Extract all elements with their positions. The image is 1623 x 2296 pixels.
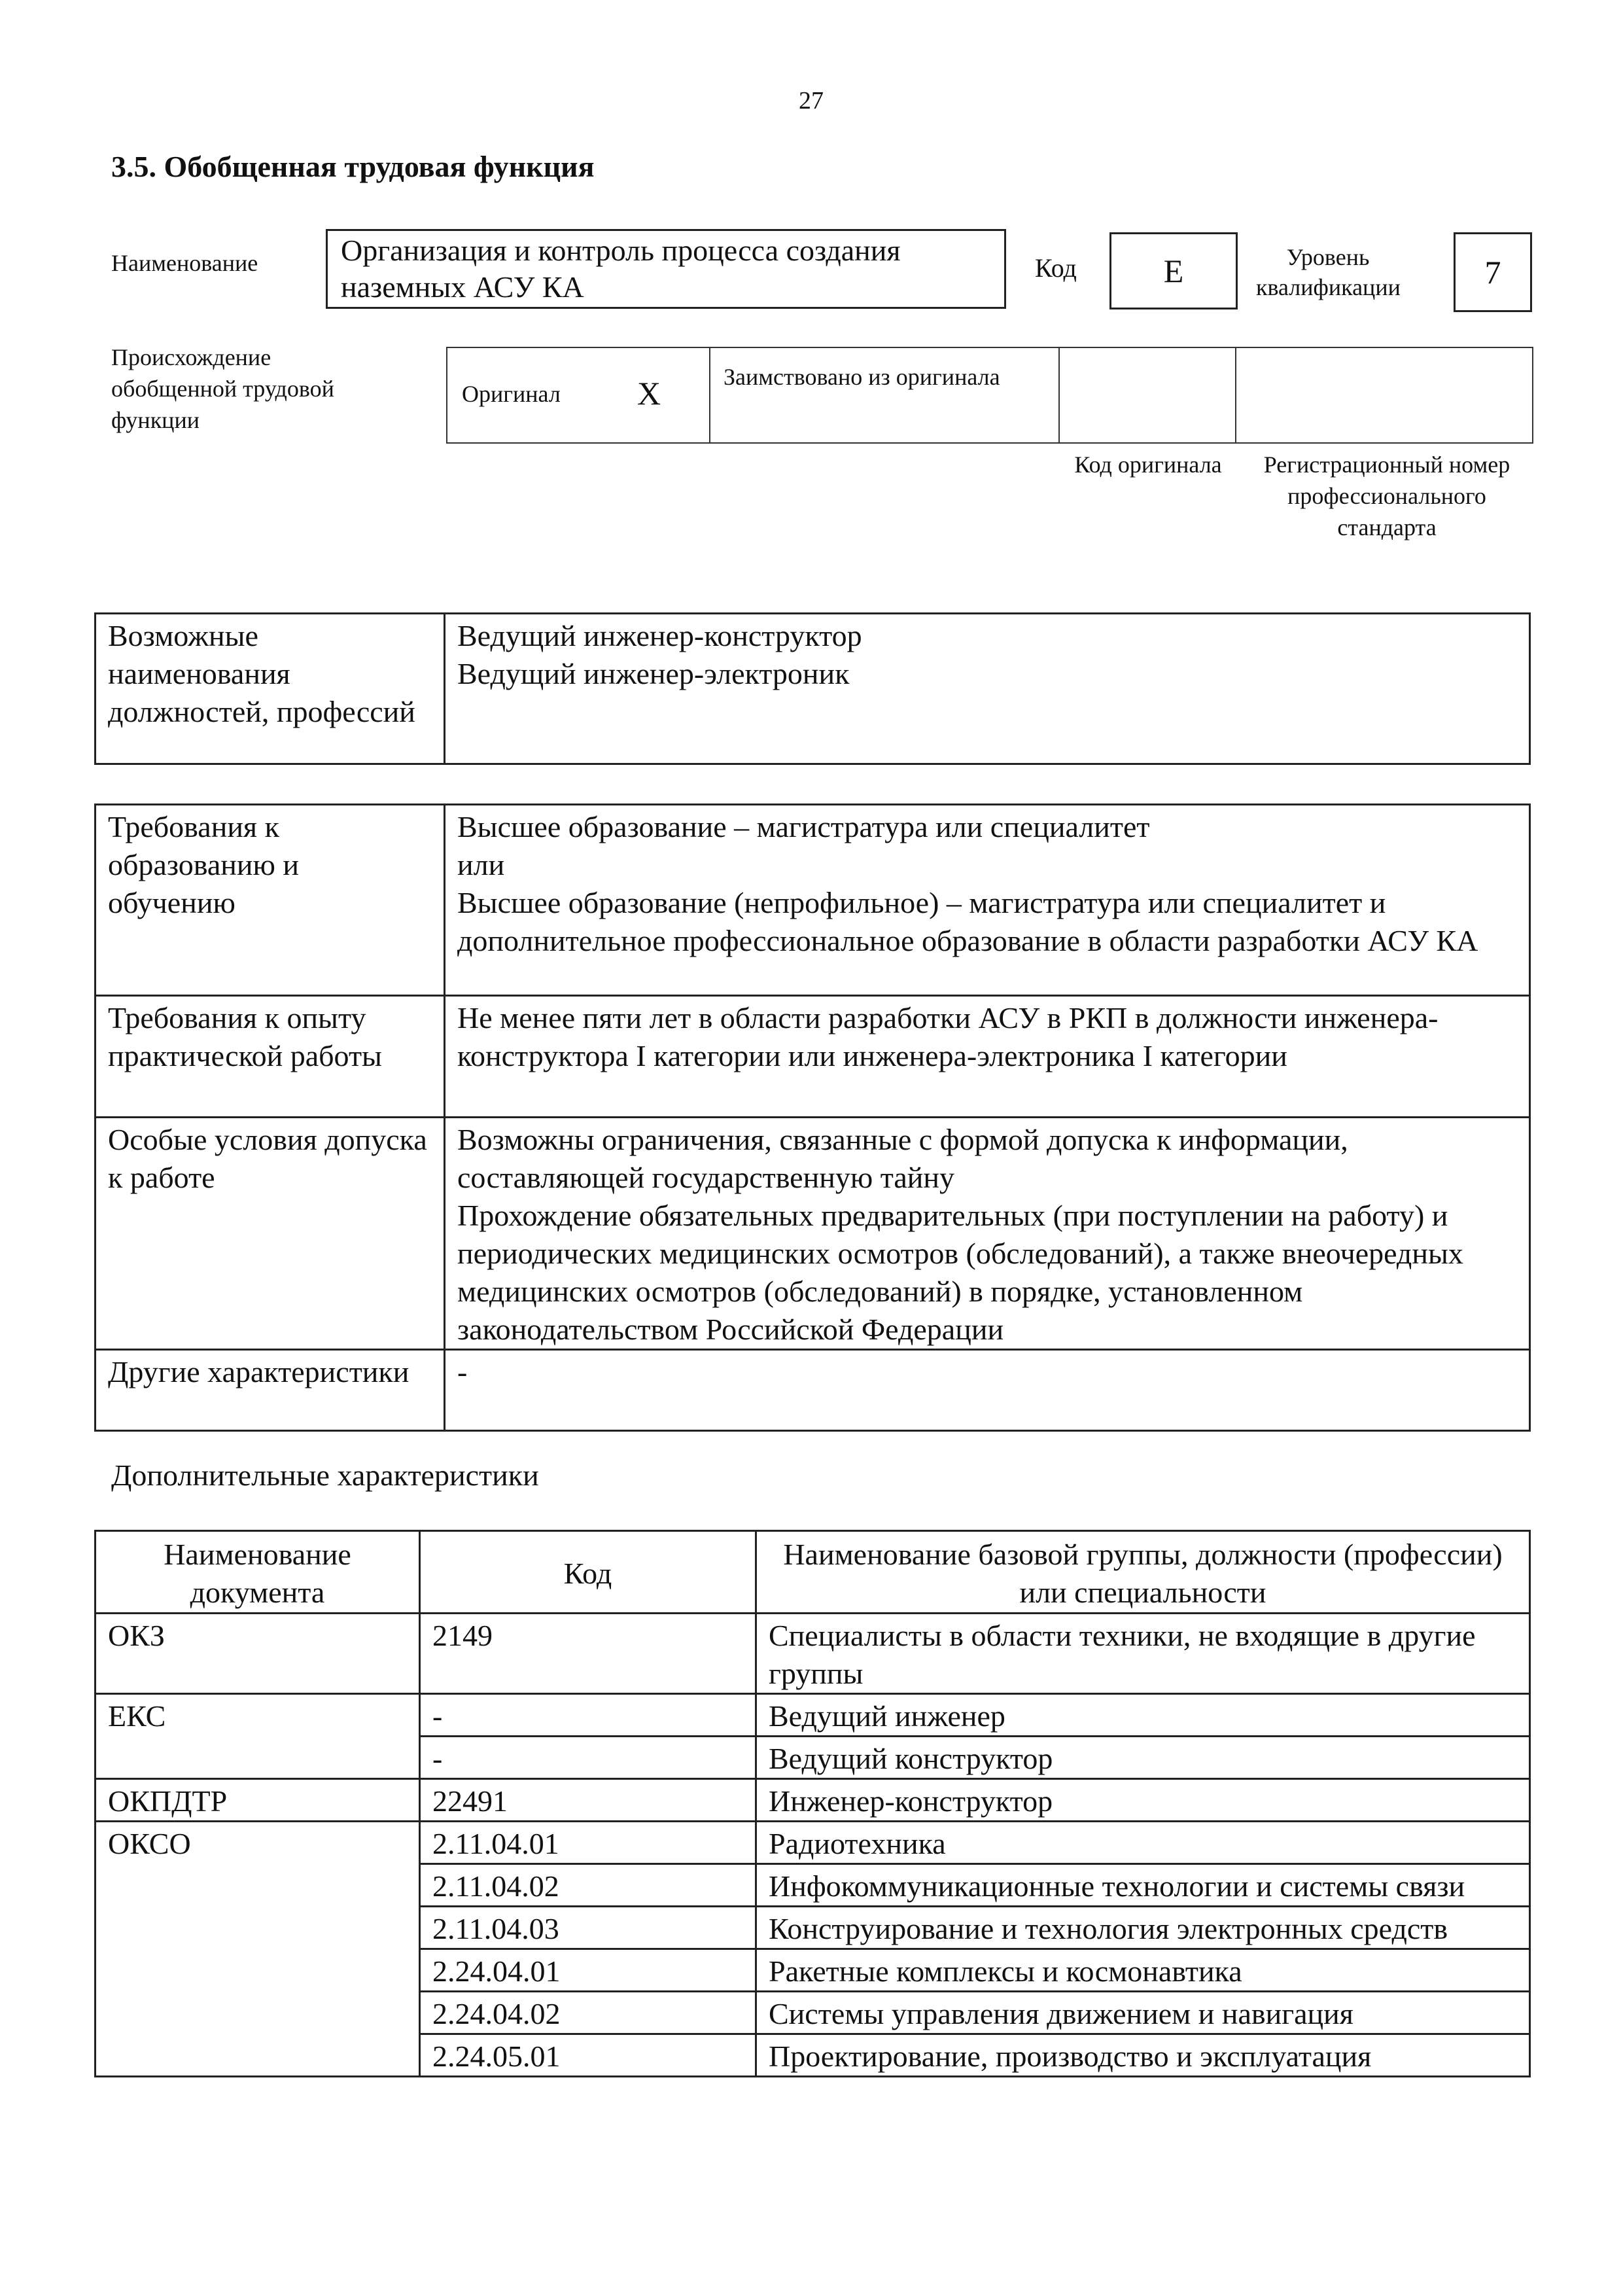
row-code: 2.11.04.01 xyxy=(420,1822,756,1864)
code-original-label: Код оригинала xyxy=(1074,451,1222,478)
origin-label: Происхождение обобщенной трудовой функции xyxy=(111,344,334,433)
row-code: 2149 xyxy=(420,1614,756,1694)
requirements-table xyxy=(94,804,1531,1432)
req-other-value: - xyxy=(445,1350,1530,1431)
section-title: 3.5. Обобщенная трудовая функция xyxy=(111,150,595,183)
row-name: Ведущий инженер xyxy=(756,1694,1530,1737)
code-value: E xyxy=(1109,232,1238,309)
table-row xyxy=(96,1614,1530,1694)
row-code: 2.24.04.01 xyxy=(420,1949,756,1992)
name-box xyxy=(326,229,1006,309)
row-code: - xyxy=(420,1737,756,1779)
header-name: Наименование базовой группы, должности (профессии) или специальности xyxy=(756,1531,1530,1614)
req-other-label: Другие характеристики xyxy=(96,1350,445,1431)
original-mark: X xyxy=(637,375,661,412)
table-row xyxy=(96,1779,1530,1822)
header-doc: Наименование документа xyxy=(96,1531,420,1614)
row-doc: ОКСО xyxy=(96,1822,420,2077)
row-doc: ОКЗ xyxy=(96,1614,420,1694)
row-name: Ракетные комплексы и космонавтика xyxy=(756,1949,1530,1992)
reg-number-label: Регистрационный номер профессионального стандарта xyxy=(1263,451,1510,540)
row-name: Системы управления движением и навигация xyxy=(756,1992,1530,2034)
level-label: Уровень квалификации xyxy=(1256,244,1401,300)
row-name: Проектирование, производство и эксплуатация xyxy=(756,2034,1530,2077)
original-label: Оригинал xyxy=(462,381,561,407)
additional-title: Дополнительные характеристики xyxy=(111,1458,539,1492)
row-name: Радиотехника xyxy=(756,1822,1530,1864)
name-value: Организация и контроль процесса создания наземных АСУ КА xyxy=(341,234,901,304)
req-conditions-value: Возможны ограничения, связанные с формой допуска к информации, составляющей государственную тайну Прохождение обязательных предварительных (при поступлении на работу) и периодических медицинских осмотров (обследований), а также внеочередных медицинских осмотров (обследований) в порядке, установленном законодательством Российской Федерации xyxy=(445,1118,1530,1350)
row-code: 22491 xyxy=(420,1779,756,1822)
positions-label: Возможные наименования должностей, профессий xyxy=(96,614,445,764)
positions-values xyxy=(445,614,1530,764)
table-row xyxy=(96,1822,1530,1864)
row-code: 2.11.04.03 xyxy=(420,1907,756,1949)
row-code: - xyxy=(420,1694,756,1737)
borrowed-label: Заимствовано из оригинала xyxy=(724,364,1000,390)
row-name: Специалисты в области техники, не входящие в другие группы xyxy=(756,1614,1530,1694)
req-education-value: Высшее образование – магистратура или специалитет или Высшее образование (непрофильное) – магистратура или специалитет и дополнительное профессиональное образование в области разработки АСУ КА xyxy=(445,805,1530,996)
row-code: 2.24.04.02 xyxy=(420,1992,756,2034)
row-name: Ведущий конструктор xyxy=(756,1737,1530,1779)
req-experience-value: Не менее пяти лет в области разработки АСУ в РКП в должности инженера-конструктора I категории или инженера-электроника I категории xyxy=(445,996,1530,1118)
row-doc: ЕКС xyxy=(96,1694,420,1779)
positions-table xyxy=(94,612,1531,765)
row-code: 2.11.04.02 xyxy=(420,1864,756,1907)
origin-reg-cell xyxy=(1235,347,1533,444)
additional-table xyxy=(94,1530,1531,2077)
row-name: Инженер-конструктор xyxy=(756,1779,1530,1822)
req-conditions-label: Особые условия допуска к работе xyxy=(96,1118,445,1350)
name-label: Наименование xyxy=(111,250,258,276)
page-number: 27 xyxy=(799,87,824,115)
level-value: 7 xyxy=(1454,232,1532,312)
position-item: Ведущий инженер-конструктор xyxy=(457,619,862,652)
row-code: 2.24.05.01 xyxy=(420,2034,756,2077)
row-doc: ОКПДТР xyxy=(96,1779,420,1822)
position-item: Ведущий инженер-электроник xyxy=(457,657,850,690)
origin-code-cell xyxy=(1058,347,1236,444)
origin-borrowed-cell xyxy=(709,347,1060,444)
req-education-label: Требования к образованию и обучению xyxy=(96,805,445,996)
header-code: Код xyxy=(420,1531,756,1614)
table-row xyxy=(96,1694,1530,1737)
code-label: Код xyxy=(1035,253,1077,283)
row-name: Конструирование и технология электронных средств xyxy=(756,1907,1530,1949)
origin-original-cell xyxy=(446,347,710,444)
req-experience-label: Требования к опыту практической работы xyxy=(96,996,445,1118)
row-name: Инфокоммуникационные технологии и системы связи xyxy=(756,1864,1530,1907)
